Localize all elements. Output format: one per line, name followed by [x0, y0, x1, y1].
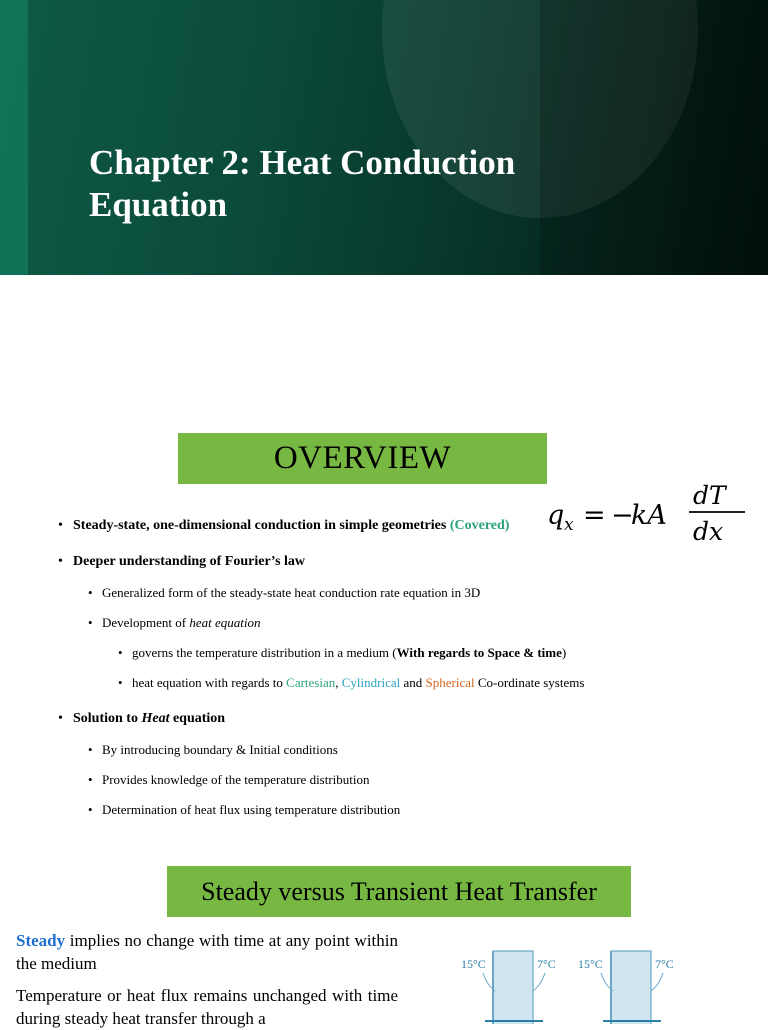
bullet-text: Deeper understanding of Fourier’s law: [73, 554, 306, 569]
sub-sub-bullet-governs: [118, 645, 566, 661]
wall-2-right-pointer: [651, 973, 663, 991]
svg-text:x: x: [564, 515, 574, 535]
bullet-text: heat equation with regards to: [132, 675, 287, 690]
bullet-text-end: Co-ordinate systems: [474, 675, 585, 690]
temperature-paragraph-text: Temperature or heat flux remains unchanged with time during steady heat transfer through a: [16, 986, 398, 1028]
steady-keyword: Steady: [16, 931, 66, 950]
svg-text:=: =: [583, 500, 606, 531]
bullet-dot: •: [118, 675, 123, 690]
bullet-text-end: equation: [169, 711, 226, 726]
svg-text:dx: dx: [693, 517, 724, 546]
wall-2-right-temp: 7°C: [655, 957, 674, 971]
bullet-text: Generalized form of the steady-state heat conduction rate equation in 3D: [102, 585, 481, 600]
bullet-dot: •: [58, 711, 63, 726]
bullet-text: Steady-state, one-dimensional conduction in simple geometries: [73, 518, 450, 533]
banner-dark-band: [540, 0, 768, 275]
covered-tag: (Covered): [449, 518, 510, 533]
heat-equation-emphasis: heat equation: [189, 615, 261, 630]
bullet-dot: •: [58, 518, 63, 533]
bullet-dot: •: [58, 554, 63, 569]
sub-bullet-knowledge: [88, 772, 370, 788]
wall-1: [493, 951, 533, 1024]
wall-1-right-pointer: [533, 973, 545, 991]
sub-bullet-heat-flux: [88, 802, 400, 818]
sub-sub-bullet-coordinates: [118, 675, 584, 691]
steady-definition-paragraph: [16, 929, 398, 975]
wall-temperature-diagram: [455, 945, 755, 1024]
space-time-bold: With regards to Space & time: [396, 645, 562, 660]
separator: ,: [335, 675, 342, 690]
bullet-fourier-law: [58, 554, 305, 570]
bullet-dot: •: [88, 742, 93, 757]
svg-text:−: −: [611, 500, 634, 531]
wall-2-left-temp: 15°C: [578, 957, 603, 971]
sub-bullet-development: [88, 615, 261, 631]
fourier-law-formula: [545, 480, 755, 546]
bullet-text: Determination of heat flux using temperature distribution: [102, 802, 401, 817]
slide-title: Chapter 2: Heat Conduction Equation: [89, 143, 516, 224]
bullet-text: Provides knowledge of the temperature distribution: [102, 772, 370, 787]
temperature-paragraph: [16, 984, 398, 1030]
wall-1-left-temp: 15°C: [461, 957, 486, 971]
bullet-dot: •: [118, 645, 123, 660]
bullet-dot: •: [88, 585, 93, 600]
heat-emphasis: Heat: [141, 711, 170, 726]
cartesian-label: Cartesian: [286, 675, 336, 690]
overview-heading: OVERVIEW: [273, 440, 452, 476]
steady-definition-text: implies no change with time at any point within the medium: [16, 931, 398, 973]
spherical-label: Spherical: [425, 675, 475, 690]
bullet-dot: •: [88, 802, 93, 817]
sub-bullet-boundary: [88, 742, 338, 758]
title-banner: [0, 0, 768, 275]
bullet-dot: •: [88, 615, 93, 630]
wall-2: [611, 951, 651, 1024]
bullet-text: Development of: [102, 615, 190, 630]
svg-text:kA: kA: [631, 500, 667, 531]
svg-text:q: q: [547, 500, 565, 531]
bullet-text: governs the temperature distribution in a medium (: [132, 645, 397, 660]
bullet-solution: [58, 711, 225, 727]
bullet-text: Solution to: [73, 711, 142, 726]
bullet-dot: •: [88, 772, 93, 787]
steady-heading: Steady versus Transient Heat Transfer: [201, 876, 597, 906]
and-word: and: [400, 675, 426, 690]
cylindrical-label: Cylindrical: [341, 675, 401, 690]
wall-1-right-temp: 7°C: [537, 957, 556, 971]
bullet-text: By introducing boundary & Initial conditions: [102, 742, 338, 757]
overview-heading-box: [178, 433, 547, 484]
svg-text:dT: dT: [693, 481, 726, 510]
banner-accent-strip: [0, 0, 28, 275]
sub-bullet-generalized-form: [88, 585, 480, 601]
bullet-steady-state: [58, 518, 509, 534]
steady-heading-box: [167, 866, 631, 917]
bullet-text-end: ): [561, 645, 567, 660]
